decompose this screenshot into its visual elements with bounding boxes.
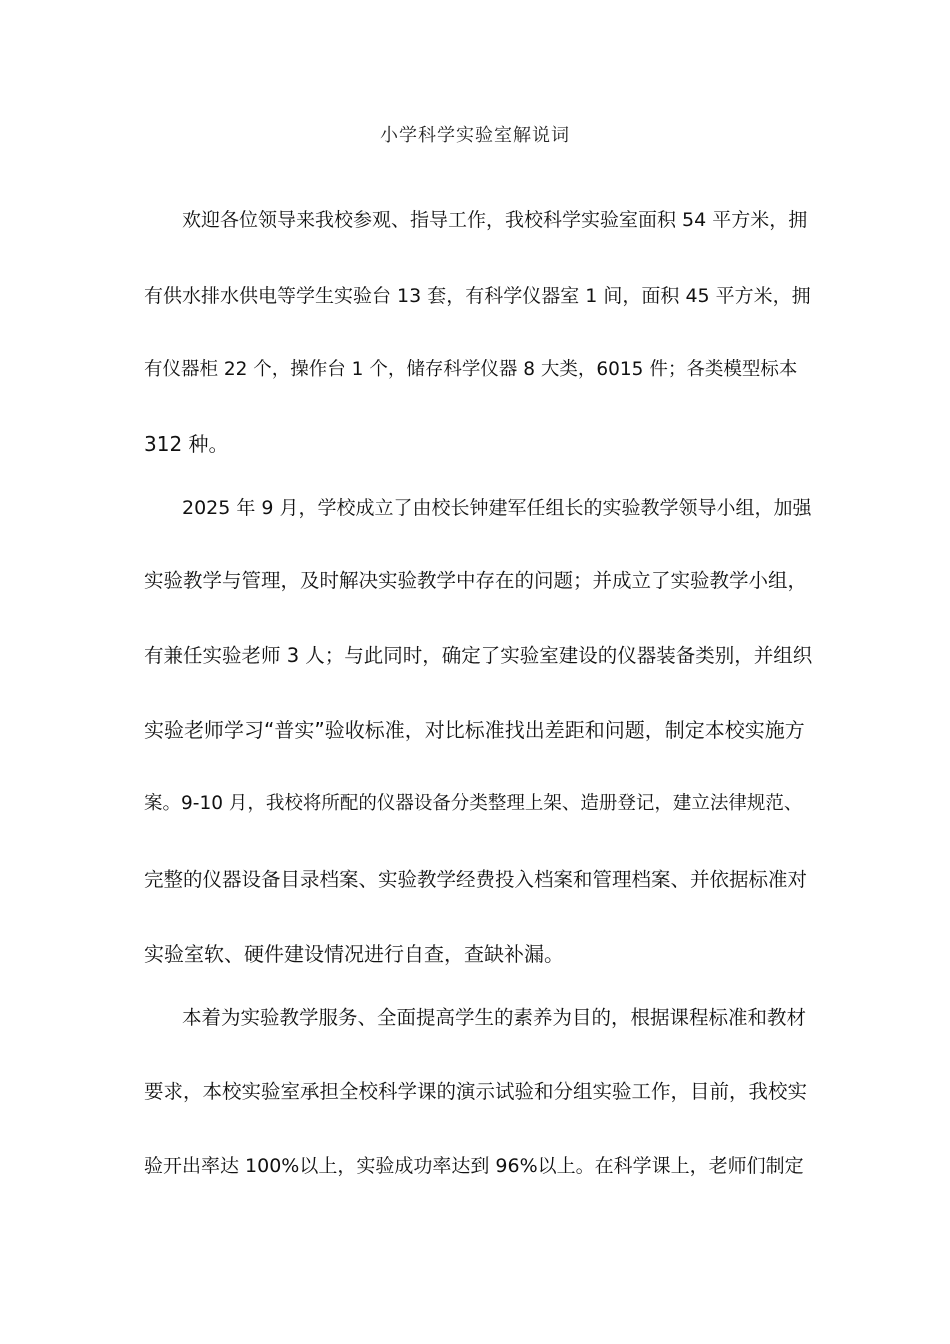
- document-title: 小学科学实验室解说词: [380, 125, 570, 146]
- paragraph-line: 实验室软、硬件建设情况进行自查，查缺补漏。: [144, 942, 564, 966]
- paragraph-line: 验开出率达 100%以上，实验成功率达到 96%以上。在科学课上，老师们制定: [144, 1155, 804, 1177]
- paragraph-line: 有供水排水供电等学生实验台 13 套，有科学仪器室 1 间，面积 45 平方米，拥: [144, 285, 811, 307]
- paragraph-line: 本着为实验教学服务、全面提高学生的素养为目的，根据课程标准和教材: [182, 1006, 807, 1029]
- paragraph-line: 有兼任实验老师 3 人；与此同时，确定了实验室建设的仪器装备类别，并组织: [144, 644, 813, 667]
- paragraph-line: 2025 年 9 月，学校成立了由校长钟建军任组长的实验教学领导小组，加强: [182, 497, 812, 519]
- paragraph-line: 有仪器柜 22 个，操作台 1 个，储存科学仪器 8 大类，6015 件；各类模型标本: [144, 359, 798, 380]
- paragraph-line: 实验教学与管理，及时解决实验教学中存在的问题；并成立了实验教学小组，: [144, 569, 808, 592]
- paragraph-line: 案。9-10 月，我校将所配的仪器设备分类整理上架、造册登记，建立法律规范、: [144, 793, 803, 814]
- paragraph-line: 312 种。: [144, 432, 229, 456]
- paragraph-line: 欢迎各位领导来我校参观、指导工作，我校科学实验室面积 54 平方米，拥: [182, 209, 808, 231]
- paragraph-line: 要求，本校实验室承担全校科学课的演示试验和分组实验工作，目前，我校实: [144, 1080, 808, 1103]
- paragraph-line: 完整的仪器设备目录档案、实验教学经费投入档案和管理档案、并依据标准对: [144, 868, 808, 891]
- paragraph-line: 实验老师学习“普实”验收标准，对比标准找出差距和问题，制定本校实施方: [144, 718, 805, 742]
